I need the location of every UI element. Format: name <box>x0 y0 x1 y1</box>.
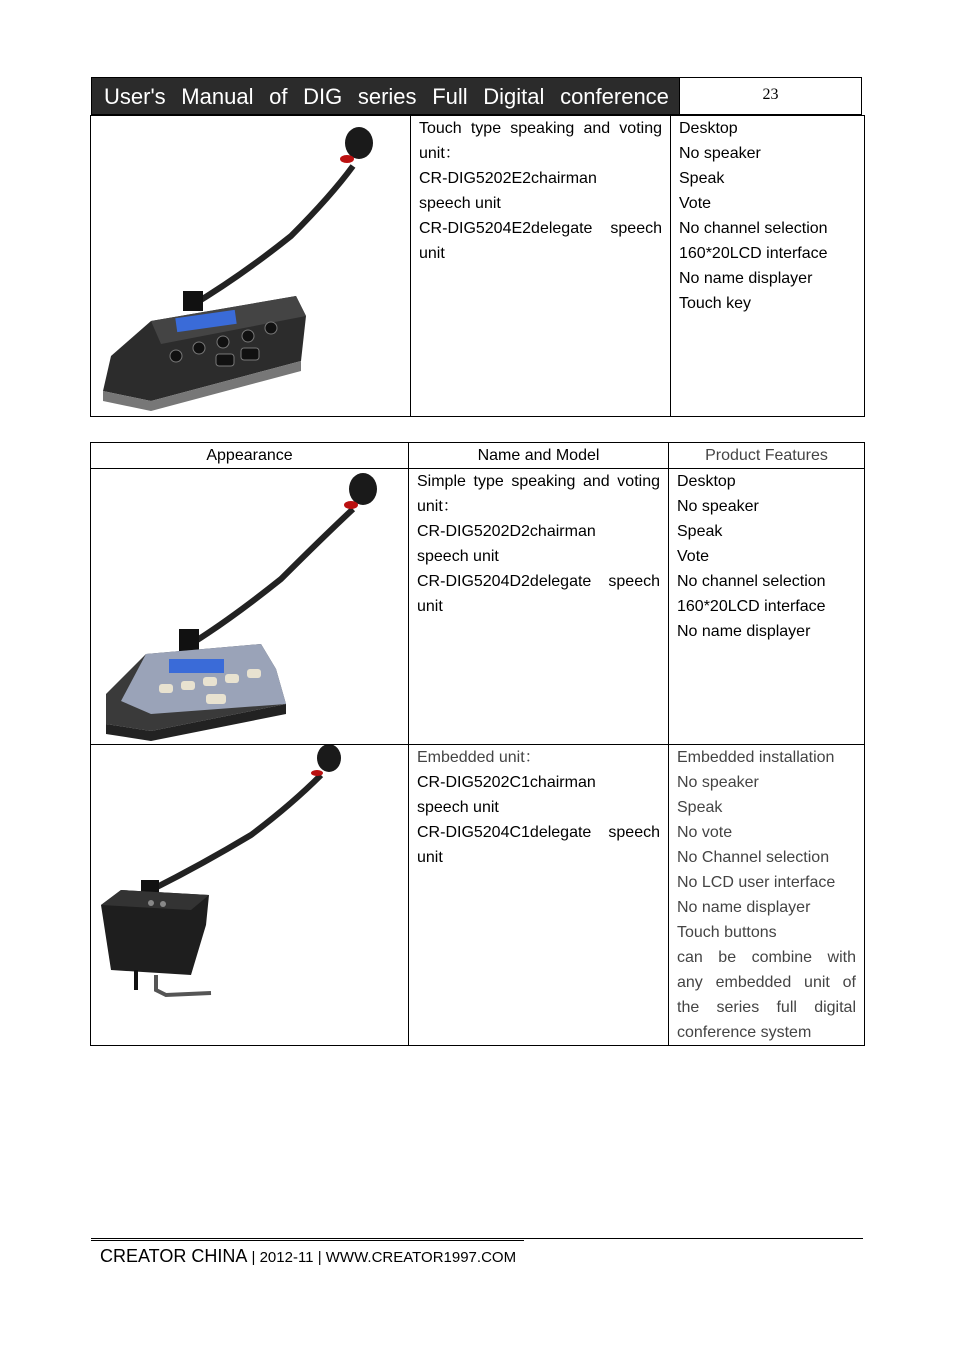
feature-line: No speaker <box>677 774 759 791</box>
feature-line: Speak <box>677 799 723 816</box>
name-line: CR-DIG5202C1chairman <box>417 774 596 791</box>
footer-company: CREATOR CHINA <box>100 1246 248 1266</box>
manual-title-bar <box>91 77 680 115</box>
name-line: CR-DIG5204E2delegate speech <box>419 220 662 237</box>
feature-line: can be combine with <box>677 949 856 966</box>
name-line: unit <box>417 849 443 866</box>
header-appearance: Appearance <box>91 443 409 469</box>
footer-separator: | <box>247 1249 260 1266</box>
appearance-cell <box>91 469 409 745</box>
simple-unit-image <box>91 469 409 744</box>
name-line: speech unit <box>417 548 499 565</box>
features-cell <box>671 116 865 417</box>
title-word: DIG <box>303 84 343 109</box>
appearance-cell <box>91 745 409 1046</box>
footer-date: 2012-11 <box>259 1249 314 1266</box>
touch-unit-image <box>91 116 411 416</box>
feature-line: No channel selection <box>679 220 828 237</box>
page-number: 23 <box>680 77 862 115</box>
product-table-top <box>90 115 865 417</box>
feature-line: No speaker <box>679 145 761 162</box>
feature-line: Touch key <box>679 295 752 312</box>
feature-line: Vote <box>679 195 712 212</box>
footer-divider <box>91 1238 863 1239</box>
title-word: Full <box>432 84 468 109</box>
feature-line: Desktop <box>679 120 738 137</box>
name-line: Touch type speaking and voting <box>419 120 662 137</box>
name-line: unit： <box>419 145 461 162</box>
title-word: of <box>269 84 288 109</box>
feature-line: Vote <box>677 548 710 565</box>
title-word: User's <box>104 84 166 109</box>
page-footer <box>100 1246 516 1267</box>
features-cell <box>669 469 865 745</box>
feature-line: No name displayer <box>679 270 813 287</box>
feature-line: Speak <box>679 170 725 187</box>
feature-line: 160*20LCD interface <box>677 598 826 615</box>
feature-line: conference system <box>677 1024 812 1041</box>
feature-line: No channel selection <box>677 573 826 590</box>
feature-line: No speaker <box>677 498 759 515</box>
name-line: unit <box>417 598 443 615</box>
table-row <box>91 116 865 417</box>
name-line: unit： <box>417 498 459 515</box>
feature-line: No name displayer <box>677 623 811 640</box>
name-line: speech unit <box>419 195 501 212</box>
embedded-unit-image <box>91 745 409 1045</box>
name-line: CR-DIG5202D2chairman <box>417 523 596 540</box>
feature-line: 160*20LCD interface <box>679 245 828 262</box>
feature-line: No vote <box>677 824 733 841</box>
feature-line: Embedded installation <box>677 749 835 766</box>
footer-divider-accent <box>91 1240 524 1241</box>
name-model-cell <box>409 469 669 745</box>
name-line: CR-DIG5204D2delegate speech <box>417 573 660 590</box>
title-word: series <box>357 84 417 109</box>
feature-line: No LCD user interface <box>677 874 836 891</box>
title-word: Manual <box>181 84 254 109</box>
footer-separator: | <box>313 1249 326 1266</box>
header-name-model: Name and Model <box>409 443 669 469</box>
feature-line: the series full digital <box>677 999 856 1016</box>
title-word: conference <box>560 84 669 109</box>
name-line: CR-DIG5202E2chairman <box>419 170 597 187</box>
title-word: Digital <box>483 84 545 109</box>
feature-line: any embedded unit of <box>677 974 856 991</box>
feature-line: Speak <box>677 523 723 540</box>
table-row <box>91 469 865 745</box>
feature-line: No Channel selection <box>677 849 830 866</box>
name-model-cell <box>409 745 669 1046</box>
table-header-row <box>91 443 865 469</box>
name-line: unit <box>419 245 445 262</box>
feature-line: Desktop <box>677 473 736 490</box>
name-model-cell <box>411 116 671 417</box>
footer-website: WWW.CREATOR1997.COM <box>325 1249 517 1266</box>
table-row <box>91 745 865 1046</box>
header-product-features: Product Features <box>669 443 865 469</box>
name-line: speech unit <box>417 799 499 816</box>
feature-line: Touch buttons <box>677 924 777 941</box>
name-line: Embedded unit： <box>417 749 541 766</box>
features-cell <box>669 745 865 1046</box>
name-line: CR-DIG5204C1delegate speech <box>417 824 660 841</box>
name-line: Simple type speaking and voting <box>417 473 660 490</box>
product-table-bottom <box>90 442 865 1046</box>
feature-line: No name displayer <box>677 899 811 916</box>
appearance-cell <box>91 116 411 417</box>
